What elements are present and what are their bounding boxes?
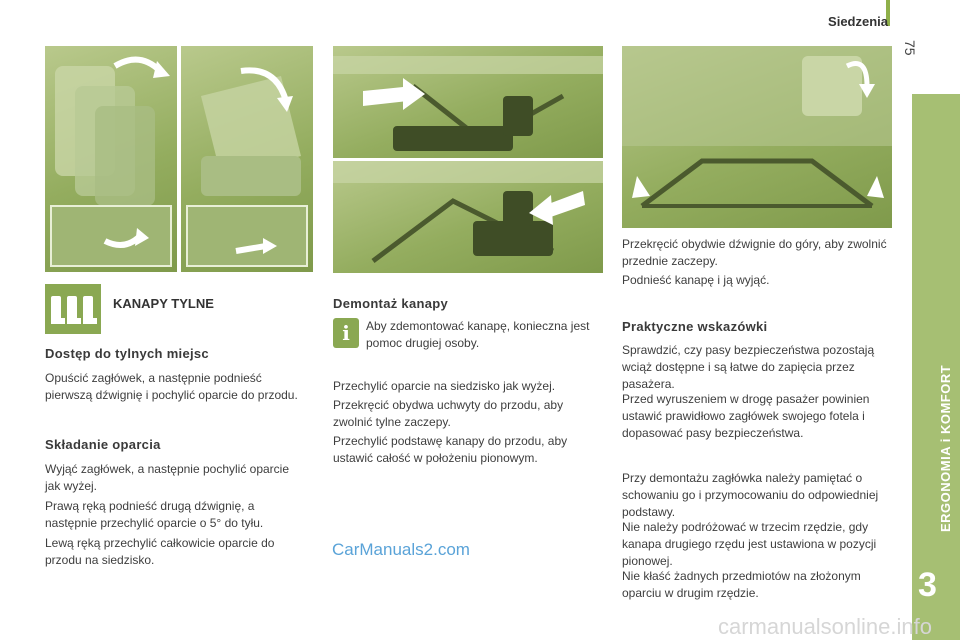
text-fold-step-3: Lewą ręką przechylić całkowicie oparcie do przodu na siedzisko. [45,536,275,567]
text-fold-step-1: Wyjąć zagłówek, a następnie pochylić oparcie jak wyżej. [45,462,290,493]
illustration-front-hooks [622,46,892,228]
illustration-backrest-fold [181,46,313,272]
text-tip-1: Sprawdzić, czy pasy bezpieczeństwa pozostają wciąż dostępne i są łatwe do zapięcia przez pasażera. [622,343,875,391]
text-tip-5: Nie kłaść żadnych przedmiotów na złożonym oparciu w drugim rzędzie. [622,569,861,600]
seat-tilt-illustration [45,46,177,272]
heading-rear-access: Dostęp do tylnych miejsc [45,346,209,361]
section-title: Siedzenia [828,14,888,29]
heading-backrest-fold: Składanie oparcia [45,437,161,452]
chapter-label: ERGONOMIA i KOMFORT [938,364,953,532]
text-tip-4: Nie należy podróżować w trzecim rzędzie, gdy kanapa drugiego rzędu jest ustawiona w pozycji pionowej. [622,520,877,568]
heading-bench-removal: Demontaż kanapy [333,296,449,311]
tilt-base-illustration [333,161,603,273]
illustration-tilt-base [333,161,603,273]
text-removal-step-2: Przekręcić obydwa uchwyty do przodu, aby zwolnić tylne zaczepy. [333,398,564,429]
chapter-number: 3 [918,566,937,604]
text-tip-2: Przed wyruszeniem w drogę pasażer powinien ustawić prawidłowo zagłówek swojego fotela i dopasować pasy bezpieczeństwa. [622,392,870,440]
text-removal-step-1: Przechylić oparcie na siedzisko jak wyżej. [333,379,556,393]
seats-pictogram [45,284,101,334]
rear-bench-seats-icon [45,284,101,334]
text-fold-step-2: Prawą ręką podnieść drugą dźwignię, a następnie przechylić oparcie o 5° do tyłu. [45,499,264,530]
section-heading-rear-benches: KANAPY TYLNE [113,296,214,311]
front-hooks-illustration [622,46,892,228]
illustration-rear-hooks [333,46,603,158]
rear-hooks-illustration [333,46,603,158]
backrest-fold-illustration [181,46,313,272]
page-number: 75 [902,40,918,56]
text-tip-3: Przy demontażu zagłówka należy pamiętać o schowaniu go i przymocowaniu do odpowiedniej podstawy. [622,471,879,519]
info-icon: i [333,318,359,348]
footer-watermark: carmanualsonline.info [717,614,932,639]
text-lift-remove-step: Podnieść kanapę i ją wyjąć. [622,273,770,287]
text-info-note: Aby zdemontować kanapę, konieczna jest pomoc drugiej osoby. [366,319,590,350]
text-front-hooks-step: Przekręcić obydwie dźwignie do góry, aby zwolnić przednie zaczepy. [622,237,887,268]
text-rear-access: Opuścić zagłówek, a następnie podnieść pierwszą dźwignię i pochylić oparcie do przodu. [45,371,298,402]
text-removal-step-3: Przechylić podstawę kanapy do przodu, aby ustawić całość w położeniu pionowym. [333,434,568,465]
watermark-link[interactable]: CarManuals2.com [332,540,470,559]
illustration-seat-access [45,46,177,272]
heading-practical-tips: Praktyczne wskazówki [622,319,768,334]
